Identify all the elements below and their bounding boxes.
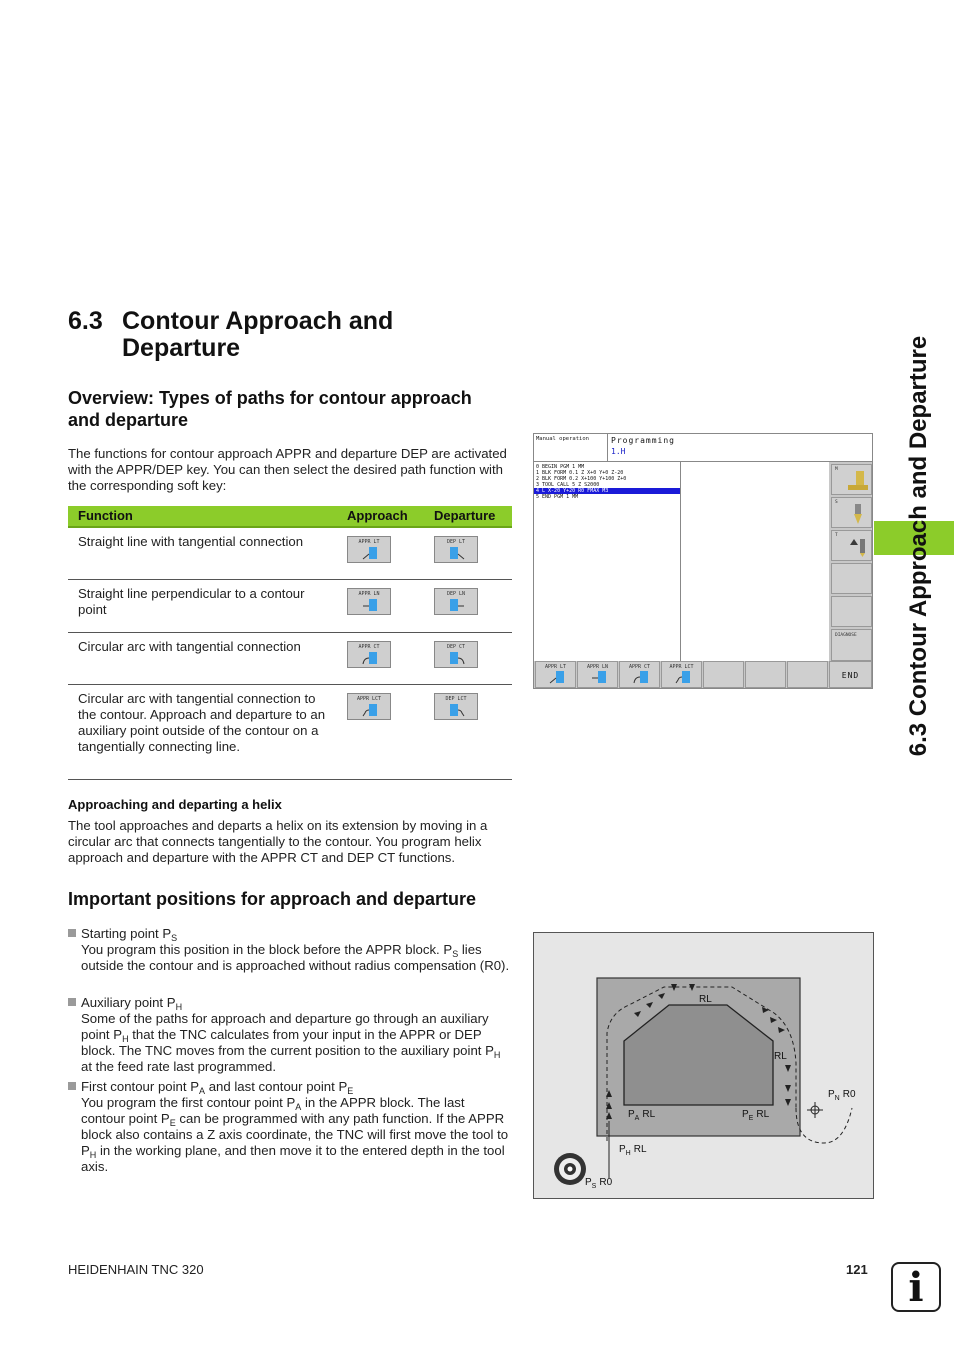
softkey-label: DEP CT (446, 644, 466, 650)
table-row (68, 580, 512, 633)
softkey-end[interactable]: END (829, 661, 872, 688)
section-title-line1: Contour Approach and (122, 307, 394, 335)
ps-label: $P_S$ R0 (585, 1177, 613, 1190)
softkey-appr-lct[interactable]: APPR LCT (661, 661, 702, 688)
contour-diagram-graphic (534, 933, 873, 1198)
softkey-diagnose[interactable]: DIAGNOSE (831, 629, 872, 661)
ph-label: $P_H$ RL (619, 1144, 647, 1157)
dep-ct-softkey (434, 641, 478, 668)
screen-header (608, 434, 872, 462)
info-glyph: i (908, 1264, 924, 1311)
appr-ln-softkey (347, 588, 391, 615)
section-title (68, 307, 394, 362)
section-number: 6.3 (68, 307, 103, 335)
rl-top-label: RL (699, 994, 712, 1005)
vertical-softkey-bar (830, 462, 873, 661)
softkey-blank[interactable] (745, 661, 786, 688)
tnc-screen (533, 433, 873, 689)
appr-lct-softkey (347, 693, 391, 720)
table-header (68, 506, 512, 528)
program-line-selected[interactable]: 4 L X-20 Y+20 R0 FMAX M3 (534, 488, 680, 494)
softkey-t[interactable]: T (831, 530, 872, 561)
section-title-line2: Departure (122, 334, 241, 362)
appr-lt-icon (549, 670, 565, 685)
tool-icon (846, 535, 870, 559)
item-label: Auxiliary point $P_H$ (81, 995, 183, 1012)
softkey-appr-lt[interactable]: APPR LT (535, 661, 576, 688)
softkey-blank[interactable] (703, 661, 744, 688)
function-cell: Straight line with tangential connection (78, 534, 304, 549)
bullet-square (68, 998, 76, 1006)
function-cell: Circular arc with tangential connection to the contour. Approach and departure to an auxiliary point outside of the contour on a tangentially connecting line. (78, 691, 326, 754)
rl-right-label: RL (774, 1051, 787, 1062)
appr-lt-softkey (347, 536, 391, 563)
program-line[interactable]: 1 BLK FORM 0.1 Z X+0 Y+0 Z-20 (536, 470, 624, 476)
item-text: You program the first contour point $P_A$ in the APPR block. The last contour point $P_E$ can be programmed with any path function. If the APPR block also contains a Z axis coordinate, the TNC will first move the tool to $P_H$ in the working plane, and then move it to the entered depth in the tool axis. (81, 1095, 509, 1174)
dep-ct-icon (449, 651, 465, 666)
item-label: Starting point $P_S$ (81, 926, 178, 943)
softkey-label: APPR LCT (356, 696, 382, 702)
item-text: You program this position in the block before the APPR block. $P_S$ lies outside the contour and is approached without radius compensation (R0). (81, 942, 510, 973)
table-row (68, 633, 512, 685)
softkey-appr-ln[interactable]: APPR LN (577, 661, 618, 688)
softkey-label: APPR LN (358, 591, 380, 597)
softkey-blank[interactable] (831, 596, 872, 627)
softkey-label: DEP LT (446, 539, 466, 545)
dep-lt-softkey (434, 536, 478, 563)
appr-ct-icon (362, 651, 378, 666)
appr-lct-icon (362, 703, 378, 718)
pe-label: $P_E$ RL (742, 1109, 770, 1122)
spindle-icon (846, 502, 870, 526)
program-line[interactable]: 0 BEGIN PGM 1 MM (536, 464, 585, 470)
bullet-square (68, 929, 76, 937)
bullet-square (68, 1082, 76, 1090)
appr-lct-icon (675, 670, 691, 685)
page-number: 121 (846, 1262, 868, 1277)
screen-title: Programming (611, 436, 675, 445)
dep-lct-icon (449, 703, 465, 718)
softkey-s[interactable]: S (831, 497, 872, 528)
appr-ct-softkey (347, 641, 391, 668)
program-line[interactable]: 5 END PGM 1 MM (536, 494, 579, 500)
overview-intro: The functions for contour approach APPR and departure DEP are activated with the APPR/DEP key. You can then select the desired path function with the corresponding soft key: (68, 446, 507, 493)
appr-ct-icon (633, 670, 649, 685)
dep-ln-icon (449, 598, 465, 613)
side-title-text: 6.3 Contour Approach and Departure (905, 335, 932, 757)
pa-label: $P_A$ RL (628, 1109, 656, 1122)
appr-ln-icon (362, 598, 378, 613)
dep-lt-icon (449, 546, 465, 561)
softkey-blank[interactable] (787, 661, 828, 688)
helix-text: The tool approaches and departs a helix on its extension by moving in a circular arc that connects tangentially to the contour. You program helix approach and departure with the APPR CT and DEP CT functions. (68, 818, 488, 865)
softkey-label: APPR LT (358, 539, 380, 545)
item-text: Some of the paths for approach and departure go through an auxiliary point $P_H$ that the TNC calculates from your input in the APPR or DEP block. The TNC moves from the current position to the auxiliary point $P_H$ at the feed rate last programmed. (81, 1011, 501, 1074)
crosshair-icon (807, 1102, 823, 1118)
side-title (899, 316, 939, 776)
tool-marker-icon (554, 1153, 586, 1185)
screen-mode: Manual operation (534, 434, 608, 462)
function-cell: Circular arc with tangential connection (78, 639, 301, 654)
item-label: First contour point $P_A$ and last contour point $P_E$ (81, 1079, 354, 1096)
dep-lct-softkey (434, 693, 478, 720)
overview-heading-line1: Overview: Types of paths for contour approach (68, 388, 472, 408)
machine-m-icon (846, 469, 870, 493)
info-icon (891, 1262, 941, 1312)
approach-departure-diagram (533, 932, 874, 1199)
softkey-m[interactable]: M (831, 464, 872, 495)
positions-heading: Important positions for approach and departure (68, 889, 477, 909)
horizontal-softkey-bar (534, 661, 872, 689)
header-approach: Approach (347, 508, 408, 523)
helix-heading: Approaching and departing a helix (68, 797, 282, 812)
program-line[interactable]: 3 TOOL CALL 5 Z S2000 (536, 482, 600, 488)
screen-file: 1.H (611, 447, 626, 456)
pn-label: $P_N$ R0 (828, 1089, 856, 1102)
program-listing (534, 462, 681, 661)
table-row (68, 528, 512, 580)
graphics-window (681, 462, 829, 661)
softkey-label: DEP LN (446, 591, 466, 597)
softkey-blank[interactable] (831, 563, 872, 594)
appr-ln-icon (591, 670, 607, 685)
appr-lt-icon (362, 546, 378, 561)
table-row (68, 685, 512, 780)
overview-heading-line2: and departure (68, 410, 189, 430)
softkey-label: DEP LCT (445, 696, 467, 702)
overview-heading (68, 387, 472, 431)
header-departure: Departure (434, 508, 496, 523)
footer-left: HEIDENHAIN TNC 320 (68, 1262, 204, 1277)
function-cell: Straight line perpendicular to a contour point (78, 586, 305, 617)
dep-ln-softkey (434, 588, 478, 615)
path-function-table (68, 506, 512, 780)
softkey-appr-ct[interactable]: APPR CT (619, 661, 660, 688)
header-function: Function (78, 508, 133, 523)
softkey-label: APPR CT (358, 644, 380, 650)
program-line[interactable]: 2 BLK FORM 0.2 X+100 Y+100 Z+0 (536, 476, 627, 482)
